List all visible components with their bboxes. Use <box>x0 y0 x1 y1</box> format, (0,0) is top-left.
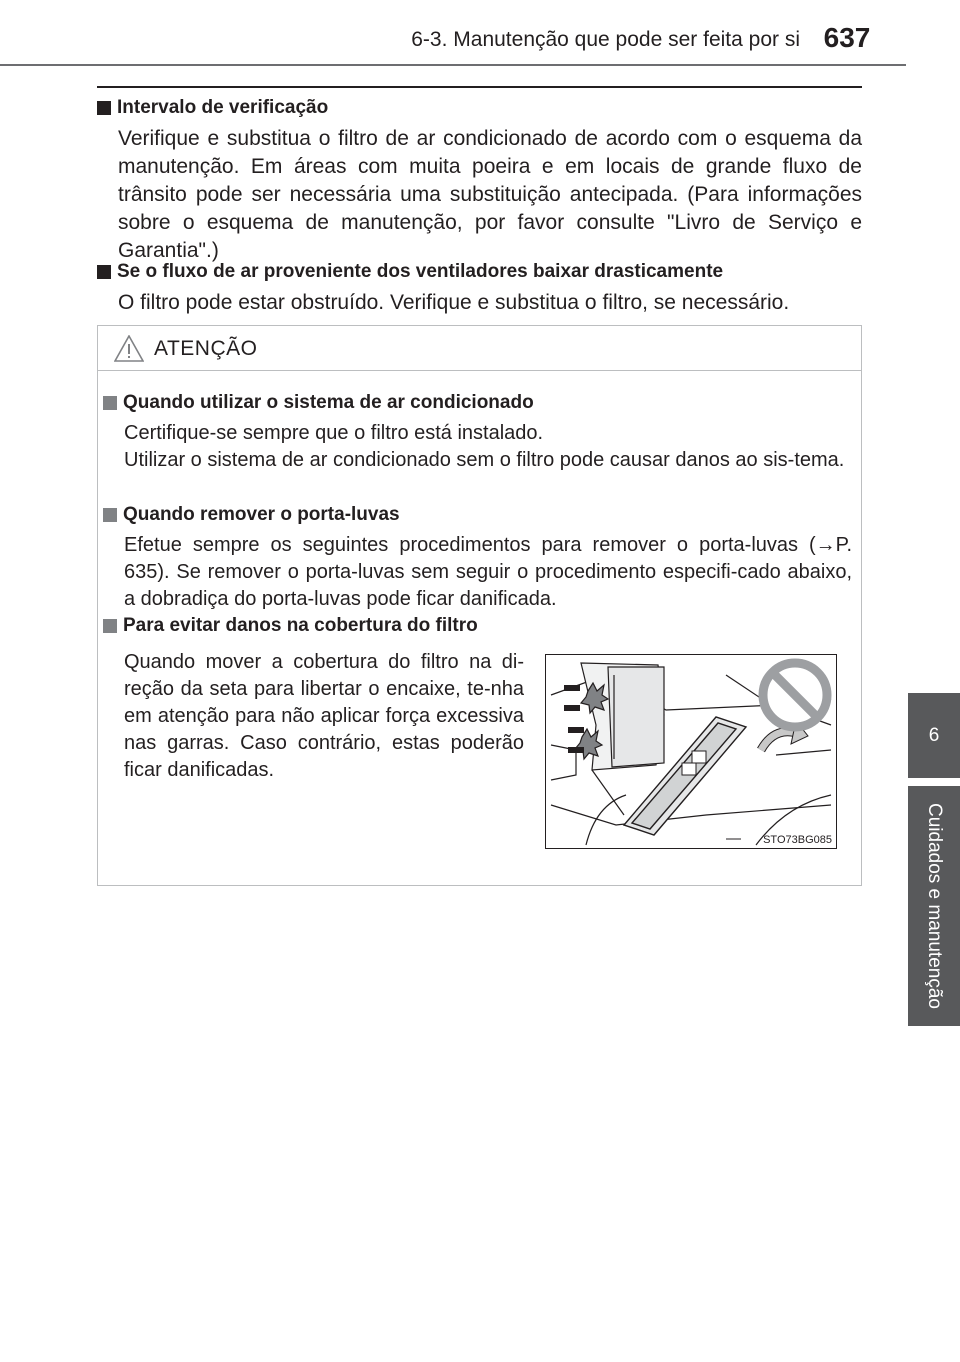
square-bullet-icon <box>97 265 111 279</box>
warning-item-heading-text: Quando utilizar o sistema de ar condicionado <box>123 392 534 413</box>
warning-item-heading <box>103 389 852 417</box>
warning-item-line: Utilizar o sistema de ar condicionado sem o filtro pode causar danos ao sis-tema. <box>124 449 845 471</box>
warning-item-ac-system <box>103 389 852 474</box>
section-heading <box>97 258 862 286</box>
warning-box <box>97 325 862 886</box>
section-airflow-drop <box>97 258 862 317</box>
header-rule <box>0 64 906 66</box>
filter-cover-drawing <box>546 655 836 848</box>
square-bullet-icon <box>103 396 117 410</box>
warning-item-filter-cover <box>103 612 852 640</box>
warning-item-heading <box>103 612 852 640</box>
square-bullet-icon <box>97 101 111 115</box>
warning-item-glovebox <box>103 501 852 613</box>
warning-header <box>98 326 861 371</box>
warning-item-line: Efetue sempre os seguintes procedimentos para remover o porta-luvas (→P. 635). Se remover o porta-luvas sem seguir o procedimento especifi-cado abaixo, a dobradiça do porta-luvas pode ficar danificada. <box>124 534 852 610</box>
section-check-interval <box>97 94 862 265</box>
section-body: Verifique e substitua o filtro de ar condicionado de acordo com o esquema da manutenção. Em áreas com muita poeira e em locais de grande fluxo de trânsito pode ser necessária uma substituição antecipada. (Para informações sobre o esquema de manutenção, por favor consulte "Livro de Serviço e Garantia".) <box>118 127 862 262</box>
warning-triangle-icon <box>114 335 144 362</box>
warning-item-heading-text: Quando remover o porta-luvas <box>123 504 400 525</box>
content-top-rule <box>97 86 862 88</box>
section-heading <box>97 94 862 122</box>
warning-item-body <box>103 420 852 474</box>
warning-item-body <box>103 532 852 613</box>
warning-item-heading-text: Para evitar danos na cobertura do filtro <box>123 615 478 636</box>
filter-cover-illustration <box>545 654 837 849</box>
warning-label: ATENÇÃO <box>154 337 258 360</box>
warning-item-line: Certifique-se sempre que o filtro está instalado. <box>124 422 544 444</box>
section-heading-text: Se o fluxo de ar proveniente dos ventiladores baixar drasticamente <box>117 261 724 282</box>
square-bullet-icon <box>103 508 117 522</box>
chapter-number-tab: 6 <box>908 693 960 778</box>
square-bullet-icon <box>103 619 117 633</box>
page-number: 637 <box>823 22 871 53</box>
running-header-title: 6-3. Manutenção que pode ser feita por si <box>411 28 800 51</box>
chapter-title-tab: Cuidados e manutenção <box>908 786 960 1026</box>
section-heading-text: Intervalo de verificação <box>117 97 329 118</box>
figure-caption: STO73BG085 <box>763 834 832 846</box>
filter-cover-instructions: Quando mover a cobertura do filtro na di-reção da seta para libertar o encaixe, te-nha em atenção para não aplicar força excessiva nas garras. Caso contrário, estas poderão ficar danificadas. <box>124 651 524 781</box>
warning-item-heading <box>103 501 852 529</box>
section-body: O filtro pode estar obstruído. Verifique e substitua o filtro, se necessário. <box>118 291 790 314</box>
